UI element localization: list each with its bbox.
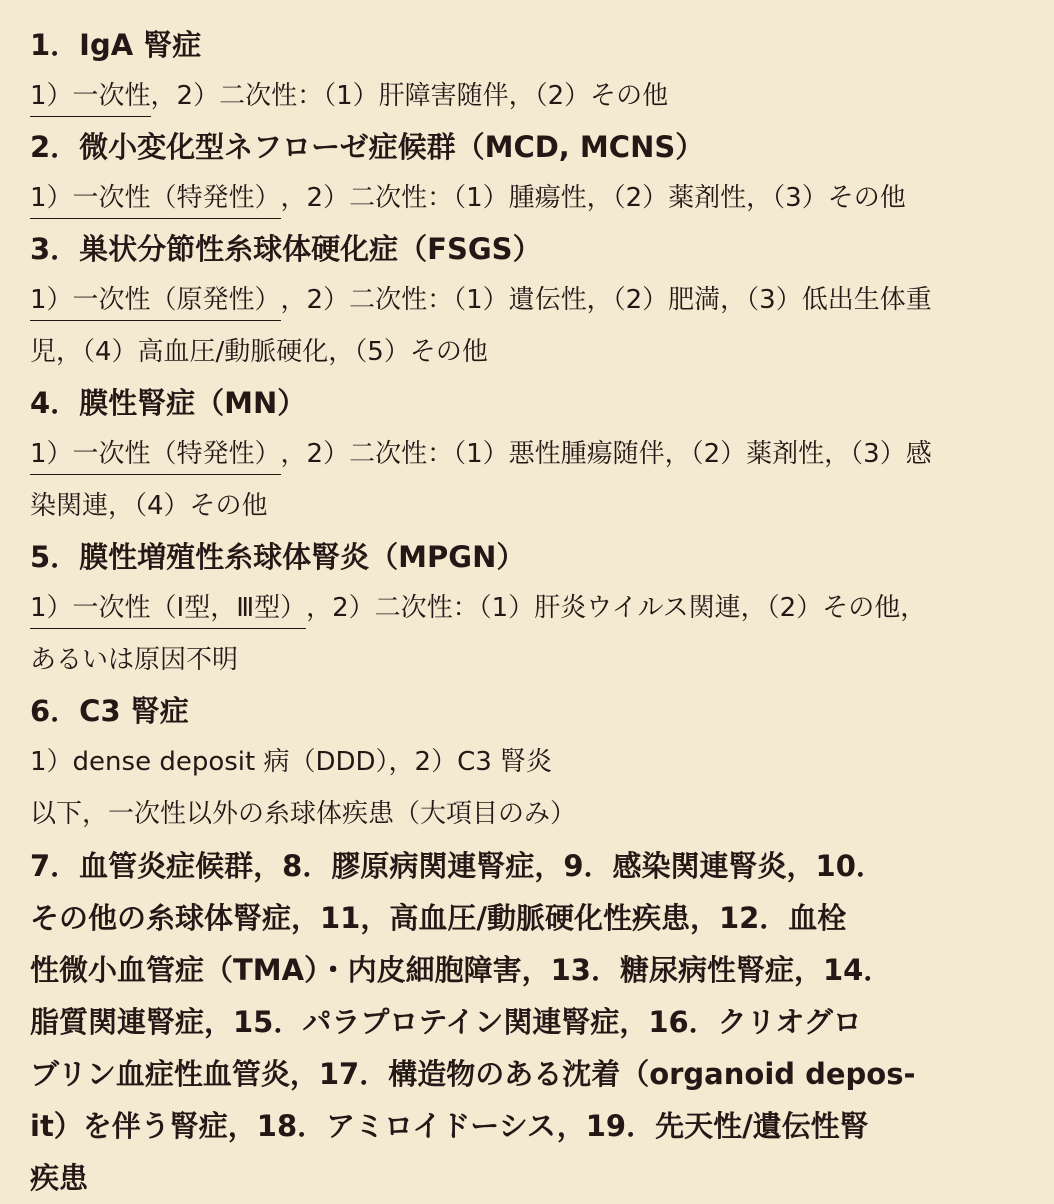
section-heading: 2．微小変化型ネフローゼ症候群（MCD, MCNS）	[30, 130, 705, 164]
section-heading: 3．巣状分節性糸球体硬化症（FSGS）	[30, 232, 542, 266]
paragraph-line: ブリン血症性血管炎，17．構造物のある沈着（organoid depos-	[30, 1057, 916, 1091]
underlined-term: 1）一次性（原発性）	[30, 282, 281, 321]
other-diseases-paragraph	[30, 840, 1028, 1204]
paragraph-line: 性微小血管症（TMA）・内皮細胞障害，13．糖尿病性腎症，14．	[30, 953, 893, 987]
section-heading: 1．IgA 腎症	[30, 28, 202, 62]
section-subline	[30, 172, 1028, 224]
subline-rest: ，2）二次性：（1）遺伝性，（2）肥満，（3）低出生体重	[280, 285, 932, 315]
section-subline	[30, 274, 1028, 326]
paragraph-line: その他の糸球体腎症，11，高血圧/動脈硬化性疾患，12．血栓	[30, 901, 847, 935]
paragraph-line: it）を伴う腎症，18．アミロイドーシス，19．先天性/遺伝性腎	[30, 1109, 869, 1143]
section-subline	[30, 428, 1028, 480]
section-subline	[30, 582, 1028, 634]
paragraph-line: 7．血管炎症候群，8．膠原病関連腎症，9．感染関連腎炎，10．	[30, 849, 885, 883]
section-subline-continuation: 児，（4）高血圧/動脈硬化，（5）その他	[30, 337, 488, 367]
subline-rest: ，2）二次性：（1）肝炎ウイルス関連，（2）その他，	[306, 593, 927, 623]
underlined-term: 1）一次性	[30, 78, 151, 117]
section-heading: 4．膜性腎症（MN）	[30, 386, 307, 420]
subline-rest: ，2）二次性：（1）悪性腫瘍随伴，（2）薬剤性，（3）感	[280, 439, 932, 469]
section-subline	[30, 70, 1028, 122]
note-line: 以下，一次性以外の糸球体疾患（大項目のみ）	[30, 799, 577, 829]
section-subline: 1）dense deposit 病（DDD），2）C3 腎炎	[30, 747, 553, 777]
underlined-term: 1）一次性（特発性）	[30, 436, 281, 475]
paragraph-line: 脂質関連腎症，15．パラプロテイン関連腎症，16．クリオグロ	[30, 1005, 862, 1039]
underlined-term: 1）一次性（Ⅰ型，Ⅲ型）	[30, 590, 306, 629]
section-subline-continuation: あるいは原因不明	[30, 645, 239, 675]
subline-rest: ，2）二次性：（1）肝障害随伴，（2）その他	[150, 81, 669, 111]
section-heading: 5．膜性増殖性糸球体腎炎（MPGN）	[30, 540, 526, 574]
paragraph-line: 疾患	[30, 1161, 89, 1195]
underlined-term: 1）一次性（特発性）	[30, 180, 281, 219]
section-heading: 6．C3 腎症	[30, 694, 189, 728]
subline-rest: ，2）二次性：（1）腫瘍性，（2）薬剤性，（3）その他	[280, 183, 906, 213]
section-subline-continuation: 染関連，（4）その他	[30, 491, 268, 521]
